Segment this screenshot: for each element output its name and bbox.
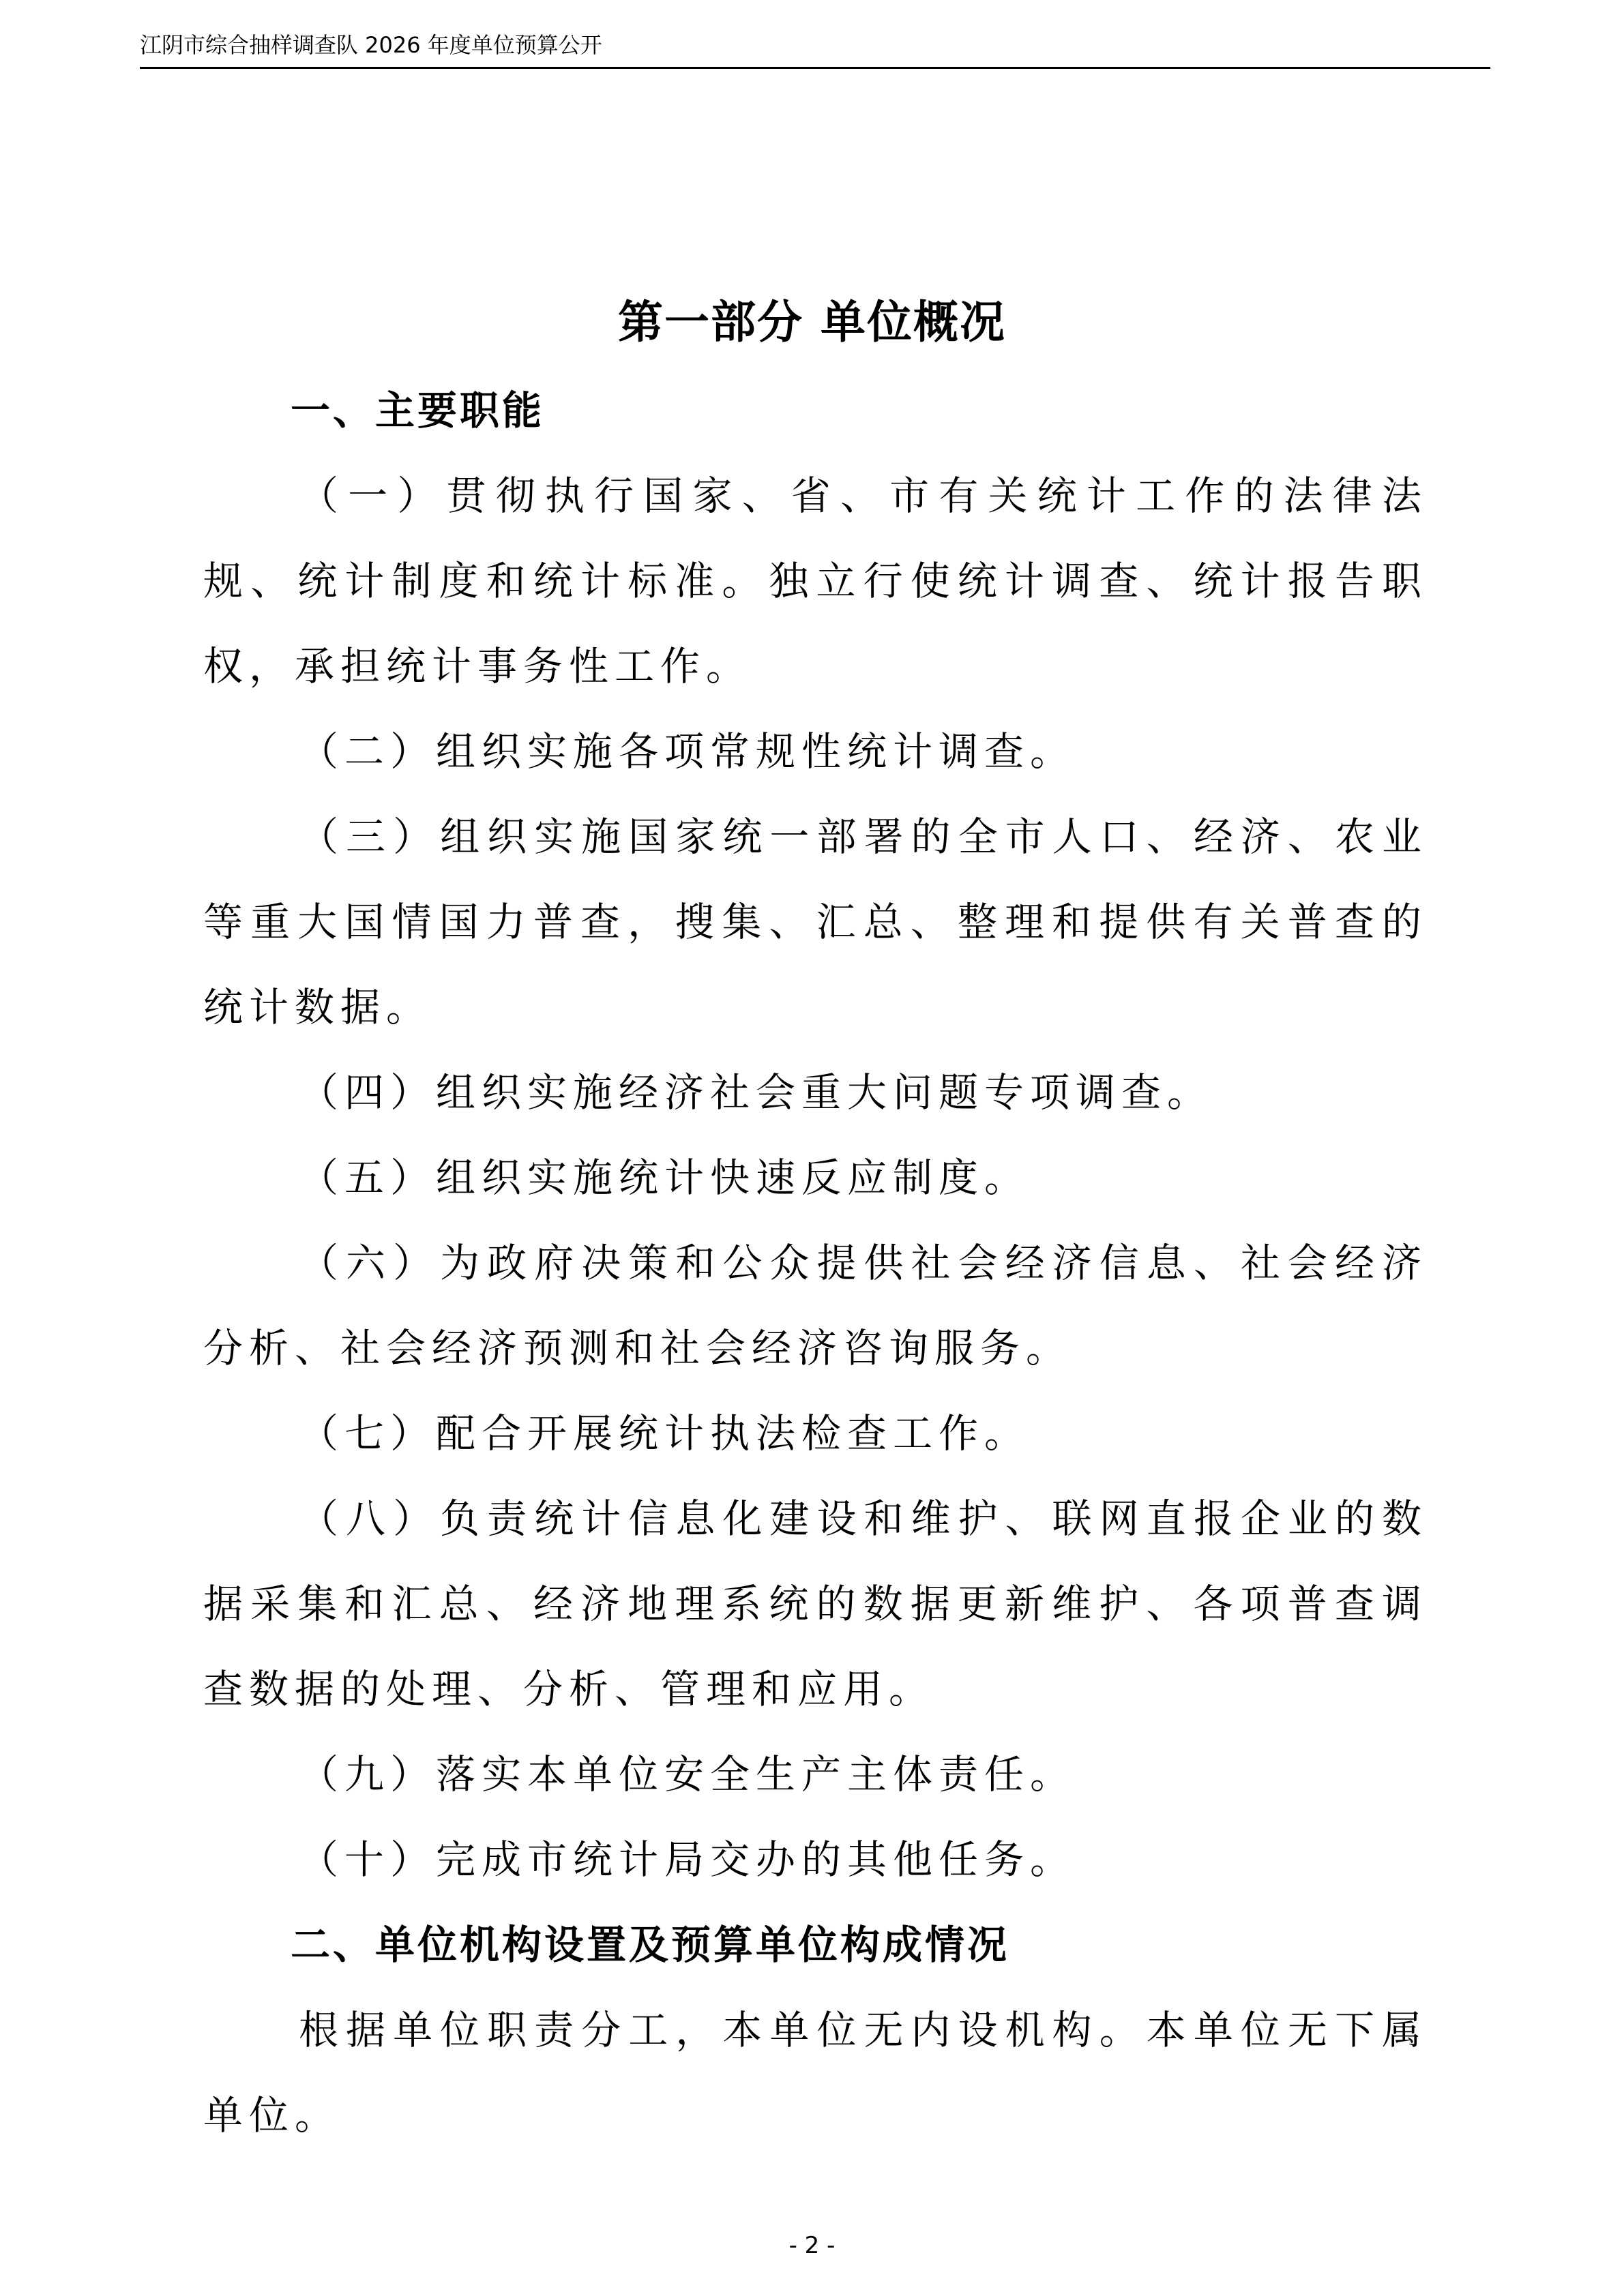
page-title: 第一部分 单位概况 (618, 295, 1006, 349)
function-item-7: （七）配合开展统计执法检查工作。 (299, 1410, 1031, 1457)
function-item-3: （三）组织实施国家统一部署的全市人口、经济、农业等重大国情国力普查，搜集、汇总、整理和提供有关普查的统计数据。 (203, 814, 1428, 1030)
function-item-1: （一）贯彻执行国家、省、市有关统计工作的法律法规、统计制度和统计标准。独立行使统计调查、统计报告职权，承担统计事务性工作。 (203, 473, 1428, 689)
section-heading-organization: 二、单位机构设置及预算单位构成情况 (291, 1922, 1010, 1968)
function-item-2: （二）组织实施各项常规性统计调查。 (299, 728, 1076, 775)
organization-paragraph: 根据单位职责分工，本单位无内设机构。本单位无下属单位。 (203, 2007, 1428, 2138)
page-number: - 2 - (788, 2232, 836, 2259)
function-item-6: （六）为政府决策和公众提供社会经济信息、社会经济分析、社会经济预测和社会经济咨询服务。 (203, 1240, 1428, 1371)
function-item-4: （四）组织实施经济社会重大问题专项调查。 (299, 1069, 1213, 1116)
function-item-9: （九）落实本单位安全生产主体责任。 (299, 1751, 1076, 1798)
function-item-10: （十）完成市统计局交办的其他任务。 (299, 1836, 1076, 1883)
function-item-8: （八）负责统计信息化建设和维护、联网直报企业的数据采集和汇总、经济地理系统的数据更新维护、各项普查调查数据的处理、分析、管理和应用。 (203, 1495, 1428, 1712)
running-header: 江阴市综合抽样调查队 2026 年度单位预算公开 (140, 32, 602, 58)
section-heading-main-functions: 一、主要职能 (291, 387, 545, 434)
document-body (203, 368, 1428, 2158)
function-item-5: （五）组织实施统计快速反应制度。 (299, 1154, 1031, 1201)
header-rule (140, 67, 1490, 69)
